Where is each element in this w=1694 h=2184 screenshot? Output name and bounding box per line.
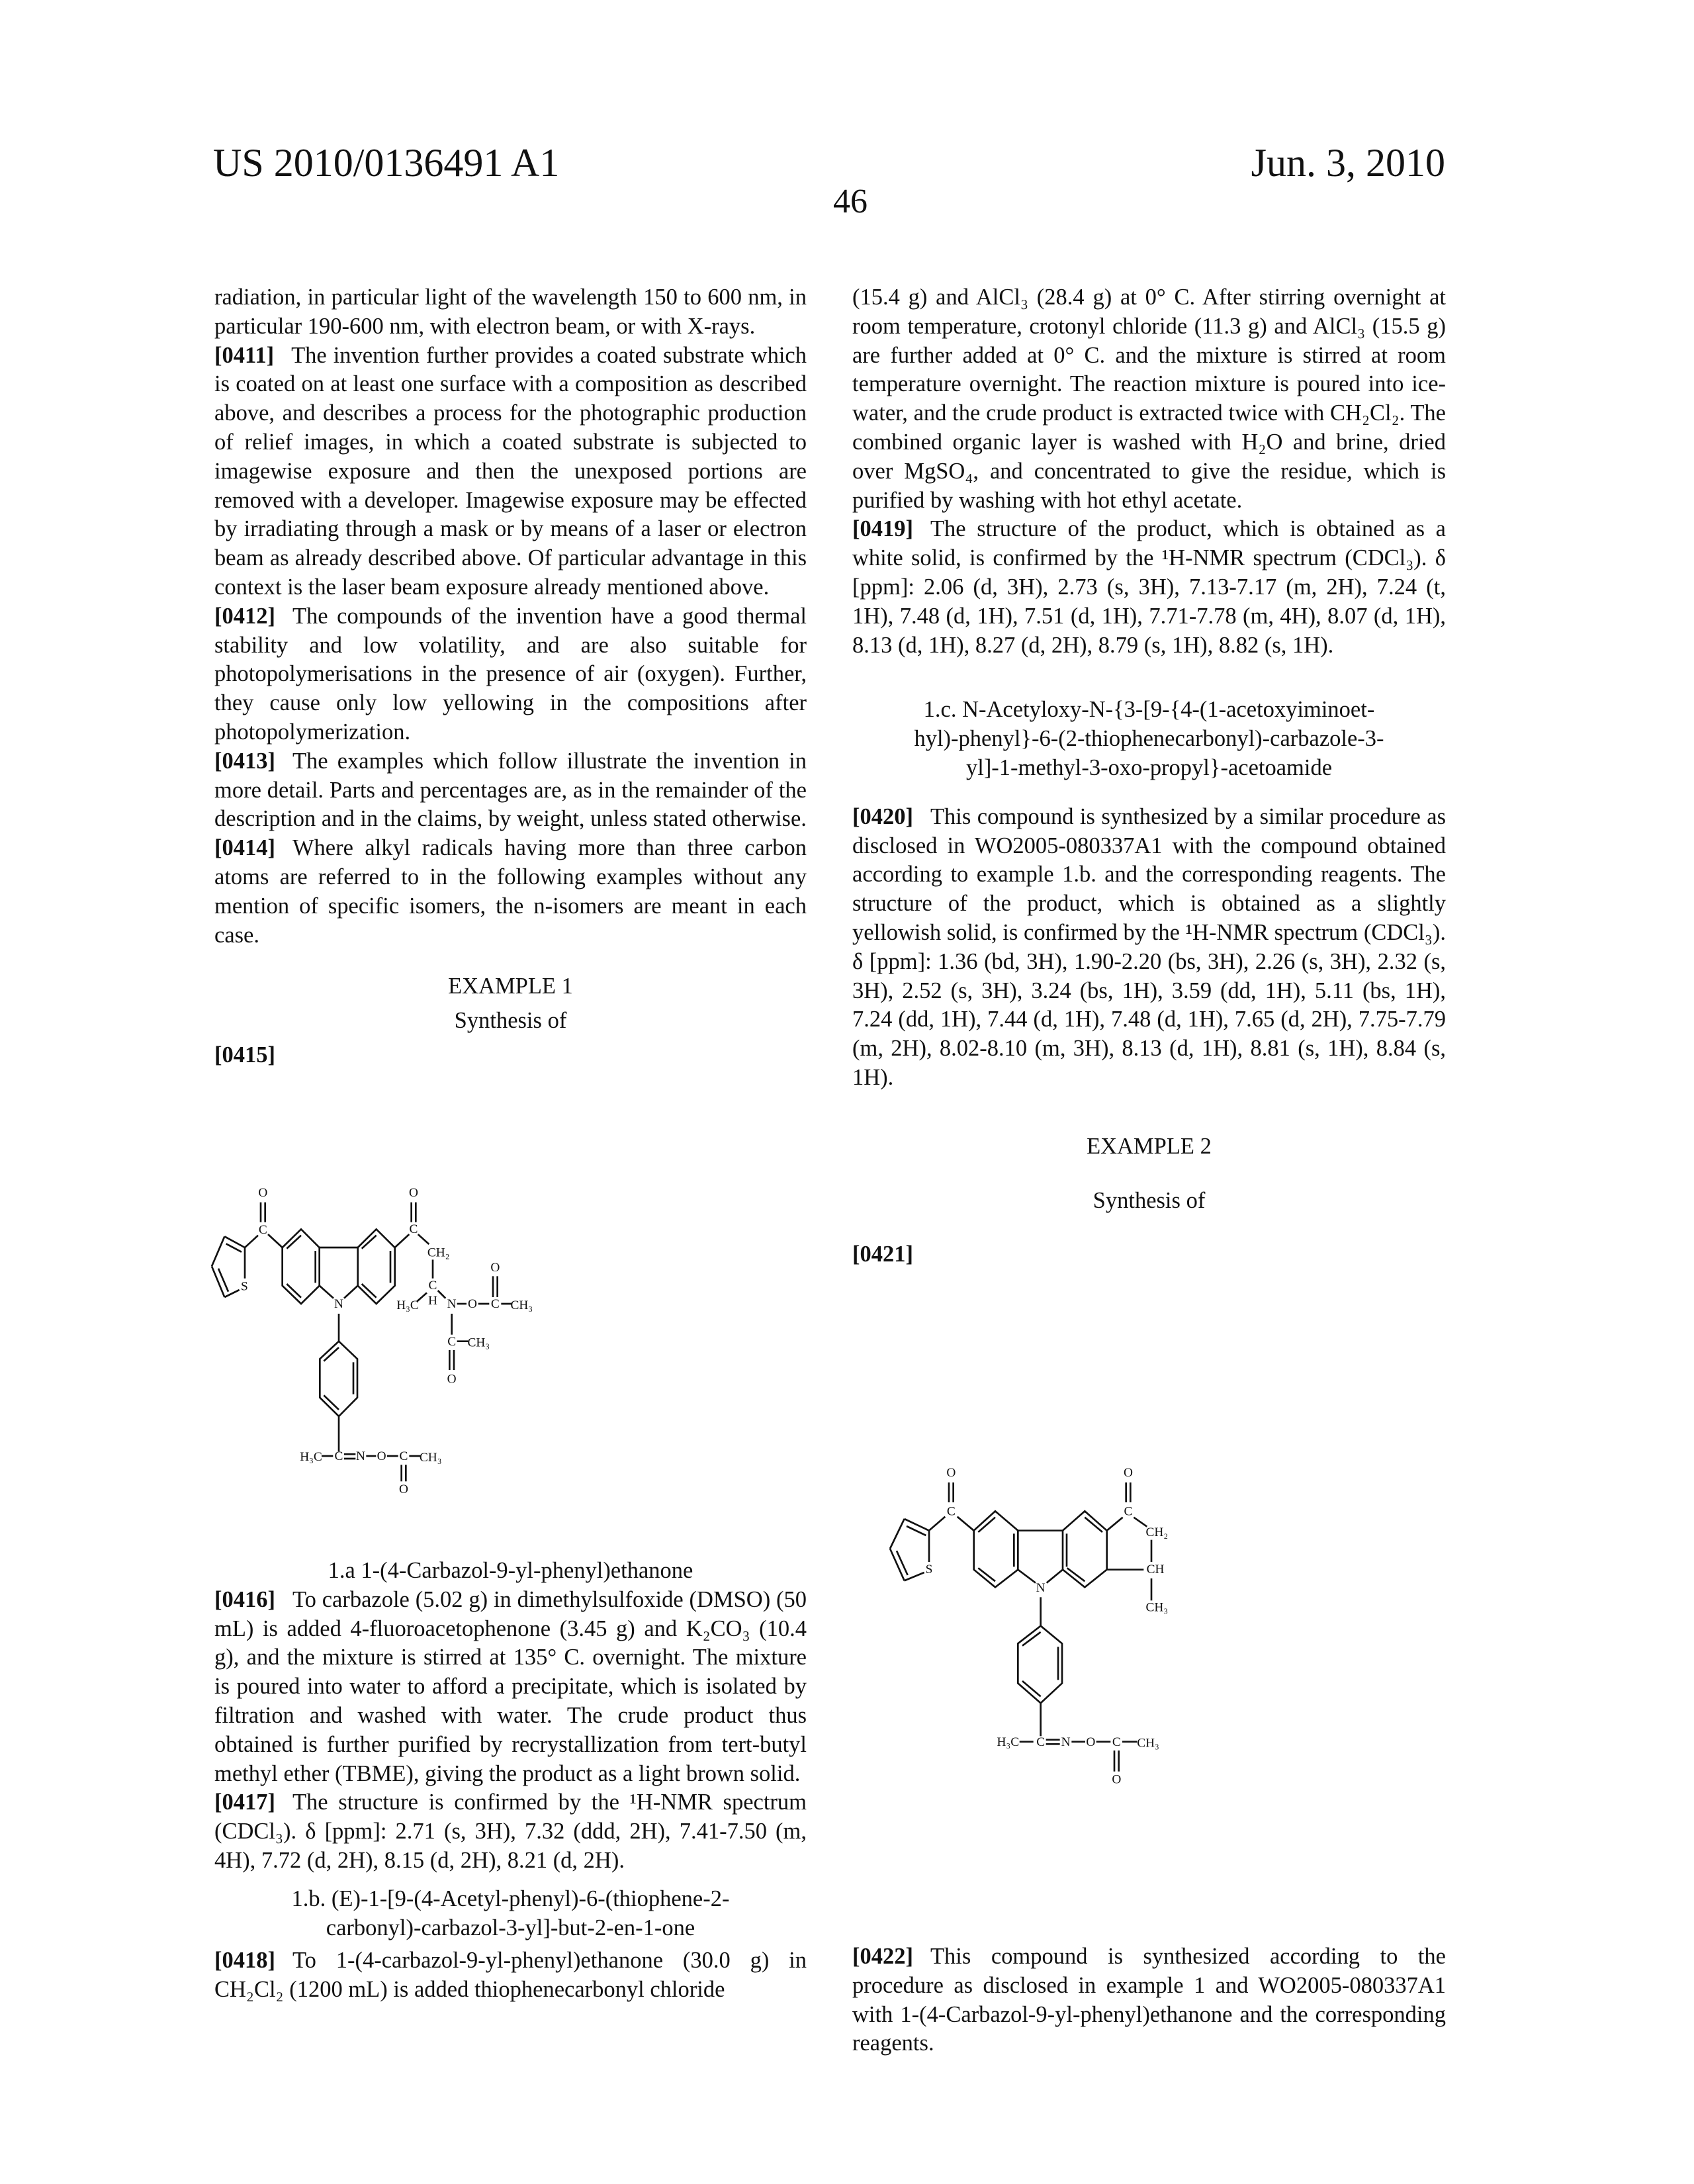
- example-1-title: EXAMPLE 1: [214, 972, 807, 1001]
- atom-label: CH₂: [427, 1246, 450, 1259]
- paragraph-text: This compound is synthesized according to the procedure as disclosed in example 1 and WO2005-080337A1 with 1-(4-Carbazol-9-yl-phenyl)ethanone and the corresponding reagents.: [852, 1944, 1446, 2056]
- paragraph-0412: [214, 602, 807, 747]
- paragraph-number: [0411]: [214, 343, 274, 368]
- bonds: [890, 1482, 1151, 1772]
- atom-label: C: [400, 1449, 408, 1463]
- publication-date: Jun. 3, 2010: [1251, 140, 1445, 186]
- page-number: 46: [821, 182, 880, 221]
- right-column-lower: [852, 1942, 1446, 2058]
- atom-label: H₃C: [300, 1450, 322, 1464]
- atom-label: C: [410, 1222, 418, 1236]
- paragraph-number: [0420]: [852, 804, 913, 829]
- right-column-text: [852, 283, 1446, 1269]
- paragraph-0421: [0421]: [852, 1242, 913, 1267]
- atom-label: O: [258, 1186, 267, 1200]
- atom-label: O: [946, 1466, 956, 1480]
- atom-label: CH₃: [468, 1336, 490, 1349]
- atom-label: C: [1124, 1504, 1133, 1518]
- paragraph-text: To carbazole (5.02 g) in dimethylsulfoxide (DMSO) (50 mL) is added 4-fluoroacetophenone (3.45 g) and K₂CO₃ (10.4 g), and the mixture is stirred at 135° C. overnight. The mixture is poured into water to afford a precipitate, which is isolated by filtration and washed with water. The crude product thus obtained is further purified by recrystallization from tert-butyl methyl ether (TBME), giving the product as a light brown solid.: [214, 1587, 807, 1786]
- paragraph-0420: [852, 803, 1446, 1093]
- atom-label: N: [356, 1449, 365, 1463]
- left-column-lower: [214, 1557, 807, 2005]
- atom-label: N: [334, 1297, 343, 1311]
- paragraph-text: The structure is confirmed by the ¹H-NMR spectrum (CDCl₃). δ [ppm]: 2.71 (s, 3H), 7.32 (ddd, 2H), 7.41-7.50 (m, 4H), 7.72 (d, 2H), 8.15 (d, 2H), 8.21 (d, 2H).: [214, 1790, 807, 1873]
- paragraph-text: The invention further provides a coated substrate which is coated on at least one surface with a composition as described above, and describes a process for the photographic production of relief images, in which a coated substrate is subjected to imagewise exposure and then the unexposed portions are removed with a developer. Imagewise exposure may be effected by irradiating through a mask or by means of a laser or electron beam as already described above. Of particular advantage in this context is the laser beam exposure already mentioned above.: [214, 343, 807, 600]
- intro-text: radiation, in particular light of the wavelength 150 to 600 nm, in particular 190-600 nm, with electron beam, or with X-rays.: [214, 283, 807, 341]
- paragraph-0416: [214, 1586, 807, 1789]
- paragraph-0415: [0415]: [214, 1042, 275, 1068]
- atom-label: CH₃: [420, 1451, 442, 1465]
- heading-line: hyl)-phenyl}-6-(2-thiophenecarbonyl)-carbazole-3-: [852, 725, 1446, 754]
- paragraph-0414: [214, 834, 807, 950]
- left-column-text: [214, 283, 807, 1070]
- atom-label: S: [241, 1279, 248, 1293]
- atom-label: S: [926, 1563, 933, 1576]
- atom-label: O: [1112, 1772, 1121, 1786]
- paragraph-number: [0416]: [214, 1587, 275, 1612]
- paragraph-0417: [214, 1788, 807, 1875]
- atom-label: CH: [1147, 1563, 1165, 1576]
- paragraph-number: [0413]: [214, 749, 275, 774]
- atom-label: C: [429, 1279, 437, 1293]
- atom-label: C: [1036, 1735, 1045, 1749]
- atom-label: H: [428, 1294, 437, 1308]
- atom-label: C: [335, 1449, 343, 1463]
- heading-line: 1.c. N-Acetyloxy-N-{3-[9-{4-(1-acetoxyiminoet-: [852, 696, 1446, 725]
- atom-label: O: [409, 1186, 418, 1200]
- paragraph-0422: [852, 1942, 1446, 2058]
- atom-label: O: [1086, 1735, 1095, 1749]
- atom-label: N: [1061, 1735, 1071, 1749]
- atom-label: CH₃: [1137, 1736, 1159, 1750]
- chemical-structure-example-1: [199, 1158, 543, 1522]
- atom-label: N: [447, 1297, 457, 1311]
- paragraph-0419: [852, 515, 1446, 660]
- atom-label: N: [1036, 1581, 1046, 1595]
- paragraph-text: Where alkyl radicals having more than three carbon atoms are referred to in the following examples without any mention of specific isomers, the n-isomers are meant in each case.: [214, 835, 807, 947]
- atom-label: C: [259, 1223, 267, 1237]
- atom-label: O: [1124, 1466, 1133, 1480]
- atom-label: O: [399, 1482, 408, 1496]
- atom-label: CH₃: [1146, 1600, 1169, 1614]
- atom-label: C: [1112, 1735, 1121, 1749]
- patent-number: US 2010/0136491 A1: [213, 140, 559, 186]
- heading-1c: [852, 696, 1446, 782]
- paragraph-number: [0417]: [214, 1790, 275, 1815]
- chemical-structure-example-2: [860, 1443, 1204, 1807]
- bonds: [212, 1203, 512, 1482]
- paragraph-text: To 1-(4-carbazol-9-yl-phenyl)ethanone (30.0 g) in CH₂Cl₂ (1200 mL) is added thiophenecarbonyl chloride: [214, 1948, 807, 2002]
- atom-label: CH₂: [1146, 1525, 1169, 1539]
- synthesis-of-label: Synthesis of: [852, 1187, 1446, 1216]
- paragraph-0418: [214, 1946, 807, 2005]
- paragraph-number: [0419]: [852, 516, 913, 541]
- heading-line: yl]-1-methyl-3-oxo-propyl}-acetoamide: [852, 754, 1446, 783]
- heading-1a: 1.a 1-(4-Carbazol-9-yl-phenyl)ethanone: [214, 1557, 807, 1586]
- heading-1b: 1.b. (E)-1-[9-(4-Acetyl-phenyl)-6-(thiophene-2-carbonyl)-carbazol-3-yl]-but-2-en-1-one: [254, 1885, 767, 1943]
- atom-label: CH₃: [511, 1298, 533, 1312]
- example-2-title: EXAMPLE 2: [852, 1132, 1446, 1161]
- paragraph-number: [0412]: [214, 604, 275, 629]
- atom-label: O: [490, 1261, 500, 1275]
- paragraph-text: The examples which follow illustrate the invention in more detail. Parts and percentages are, as in the remainder of the description and in the claims, by weight, unless stated otherwise.: [214, 749, 807, 832]
- paragraph-text: The compounds of the invention have a good thermal stability and low volatility, and are also suitable for photopolymerisations in the presence of air (oxygen). Further, they cause only low yellowing in the compositions after photopolymerization.: [214, 604, 807, 745]
- paragraph-0413: [214, 747, 807, 834]
- atom-label: H₃C: [997, 1735, 1020, 1749]
- atom-label: C: [491, 1297, 500, 1311]
- paragraph-text: The structure of the product, which is obtained as a white solid, is confirmed by the ¹H-NMR spectrum (CDCl₃). δ [ppm]: 2.06 (d, 3H), 2.73 (s, 3H), 7.13-7.17 (m, 2H), 7.24 (t, 1H), 7.48 (d, 1H), 7.51 (d, 1H), 7.71-7.78 (m, 4H), 8.07 (d, 1H), 8.13 (d, 1H), 8.27 (d, 2H), 8.79 (s, 1H), 8.82 (s, 1H).: [852, 516, 1446, 657]
- atom-label: O: [468, 1297, 477, 1311]
- paragraph-number: [0414]: [214, 835, 275, 860]
- atom-label: C: [947, 1504, 956, 1518]
- atom-label: O: [377, 1449, 386, 1463]
- continuation-text: (15.4 g) and AlCl₃ (28.4 g) at 0° C. After stirring overnight at room temperature, crotonyl chloride (11.3 g) and AlCl₃ (15.5 g) are further added at 0° C. and the mixture is stirred at room temperature overnight. The reaction mixture is poured into ice-water, and the crude product is extracted twice with CH₂Cl₂. The combined organic layer is washed with H₂O and brine, dried over MgSO₄, and concentrated to give the residue, which is purified by washing with hot ethyl acetate.: [852, 283, 1446, 515]
- paragraph-number: [0418]: [214, 1948, 275, 1973]
- paragraph-text: This compound is synthesized by a similar procedure as disclosed in WO2005-080337A1 with the compound obtained according to example 1.b. and the corresponding reagents. The structure of the product, which is obtained as a slightly yellowish solid, is confirmed by the ¹H-NMR spectrum (CDCl₃). δ [ppm]: 1.36 (bd, 3H), 1.90-2.20 (bs, 3H), 2.26 (s, 3H), 2.32 (s, 3H), 2.52 (s, 3H), 3.24 (bs, 1H), 3.59 (dd, 1H), 5.11 (bs, 1H), 7.24 (dd, 1H), 7.44 (d, 1H), 7.48 (d, 1H), 7.65 (d, 2H), 7.75-7.79 (m, 2H), 8.02-8.10 (m, 3H), 8.13 (d, 1H), 8.81 (s, 1H), 8.84 (s, 1H).: [852, 804, 1446, 1090]
- atom-label: C: [447, 1335, 456, 1349]
- atom-label: O: [447, 1372, 457, 1386]
- atom-label: H₃C: [396, 1298, 419, 1312]
- synthesis-of-label: Synthesis of: [214, 1007, 807, 1036]
- paragraph-0411: [214, 341, 807, 602]
- paragraph-number: [0422]: [852, 1944, 913, 1969]
